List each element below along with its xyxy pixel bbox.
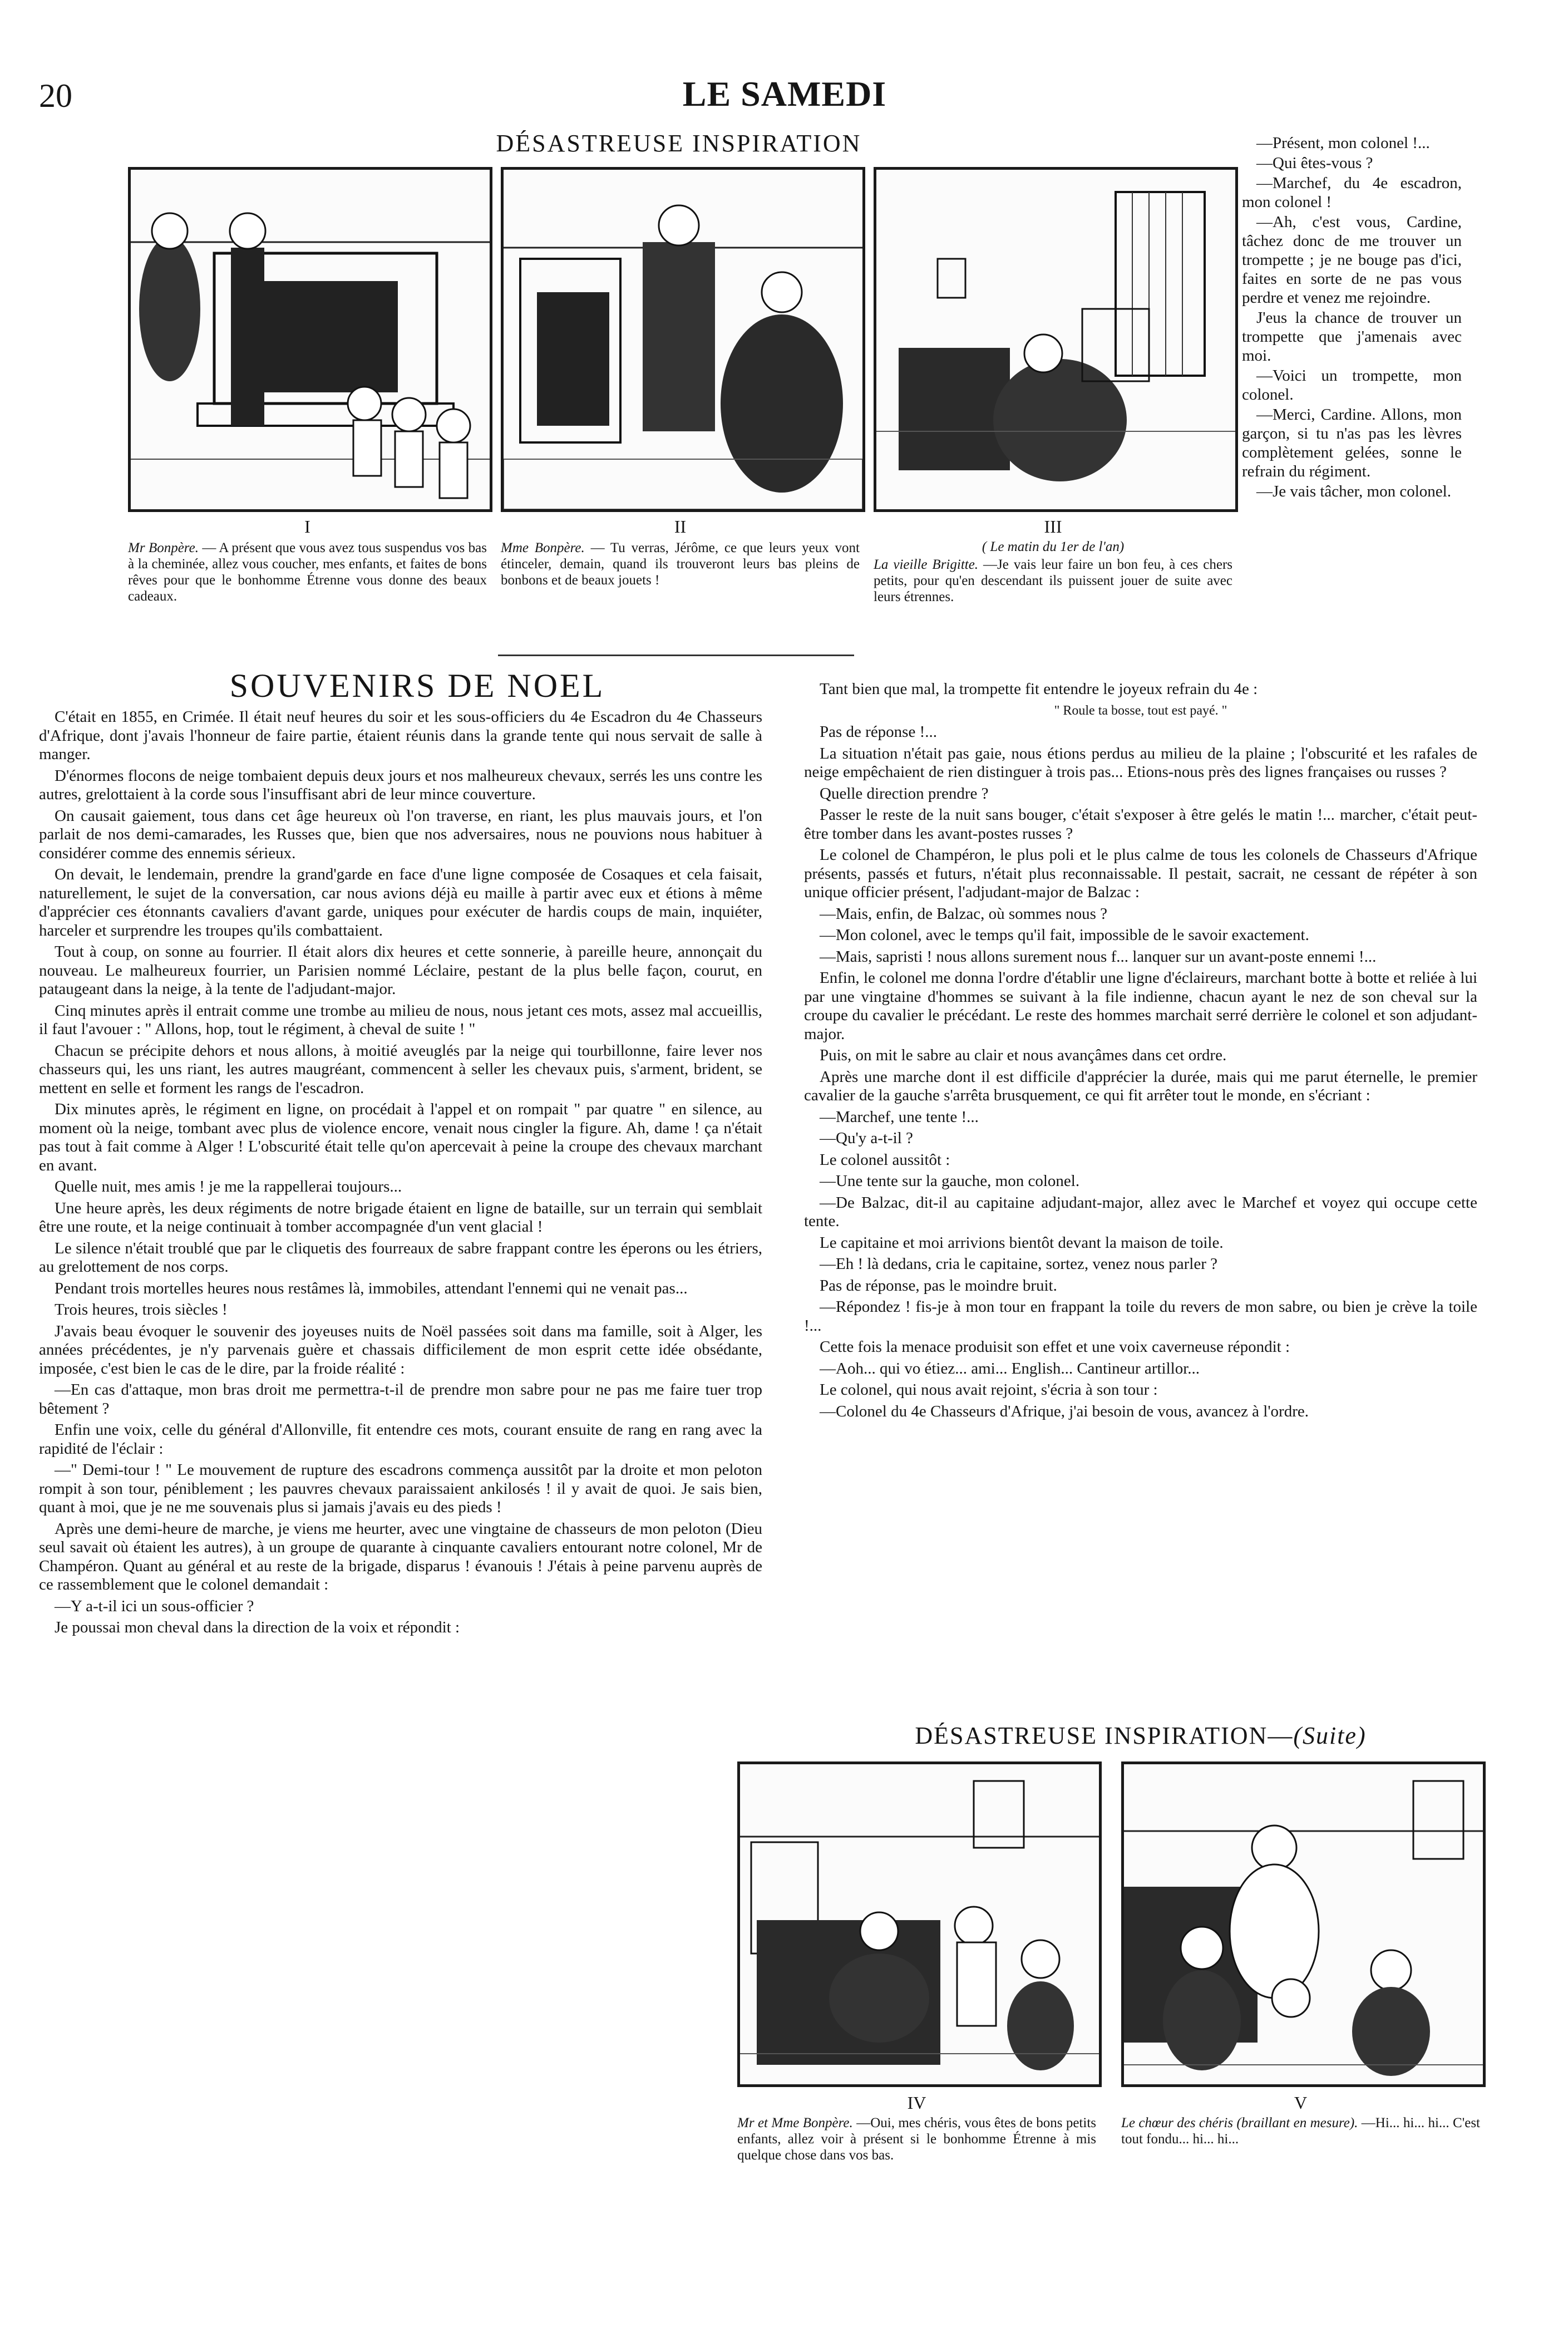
story-paragraph: —Y a-t-il ici un sous-officier ? bbox=[55, 1597, 254, 1615]
story-paragraph: —Eh ! là dedans, cria le capitaine, sortez, venez nous parler ? bbox=[820, 1255, 1218, 1273]
illustration-maid-lighting-fire bbox=[876, 170, 1235, 509]
story-paragraph: Chacun se précipite dehors et nous allons, à moitié aveuglés par la neige qui tourbillonne, faire lever nos chasseurs qui, les uns riant, les autres maugréant, commencent à seller les chevaux puis, s'arment, brident, se mettent en selle et forment les rangs de l'escadron. bbox=[39, 1041, 762, 1097]
illustration-children-at-fireplace bbox=[740, 1764, 1099, 2084]
story-paragraph: Après une marche dont il est difficile d'apprécier la durée, mais qui me parut éternelle, le premier cavalier de la gauche s'arrêta brusquement, ce qui fit arrêter tout le monde, en s'écriant : bbox=[804, 1067, 1477, 1104]
story-paragraph: —Colonel du 4e Chasseurs d'Afrique, j'ai besoin de vous, avancez à l'ordre. bbox=[820, 1402, 1309, 1420]
story-paragraph: —De Balzac, dit-il au capitaine adjudant-major, allez avec le Marchef et voyez qui occupe cette tente. bbox=[804, 1193, 1477, 1230]
panel-3-caption bbox=[874, 557, 1232, 605]
story-right-column bbox=[804, 680, 1477, 1424]
panel-2-speaker: Mme Bonpère. bbox=[501, 540, 585, 555]
panel-4-number: IV bbox=[907, 2093, 926, 2113]
story-paragraph: Cinq minutes après il entrait comme une trombe au milieu de nous, nous jetant ces mots, assez mal accueillis, il faut l'avouer : " Allons, hop, tout le régiment, à cheval de suite ! " bbox=[39, 1001, 762, 1038]
right-top-paragraph: —Ah, c'est vous, Cardine, tâchez donc de me trouver un trompette ; je ne bouge pas d'ici, faites en sorte de ne pas vous perdre et venez me rejoindre. bbox=[1242, 213, 1462, 307]
story-paragraph: —" Demi-tour ! " Le mouvement de rupture des escadrons commença aussitôt par la droite et mon peloton rompit à son tour, péniblement ; les pauvres chevaux paraissaient ankilosés ! il y avait de quoi. Je sais bien, quant à moi, que je ne me souvenais plus si jamais j'avais eu des pieds ! bbox=[39, 1461, 762, 1516]
illustration-mother-father-children bbox=[131, 170, 490, 509]
story-paragraph: —Répondez ! fis-je à mon tour en frappant la toile du revers de mon sabre, ou bien je crève la toile !... bbox=[804, 1298, 1477, 1335]
panel-4-caption bbox=[737, 2115, 1096, 2163]
right-top-paragraph: —Marchef, du 4e escadron, mon colonel ! bbox=[1242, 174, 1462, 211]
story-paragraph: C'était en 1855, en Crimée. Il était neuf heures du soir et les sous-officiers du 4e Escadron du 4e Chasseurs d'Afrique, dont j'avais l'honneur de faire partie, étaient réunis dans la grande tente qui nous servait de salle à manger. bbox=[39, 708, 762, 763]
story-paragraph: —Une tente sur la gauche, mon colonel. bbox=[820, 1172, 1080, 1190]
right-top-paragraph: —Qui êtes-vous ? bbox=[1256, 154, 1373, 172]
story-paragraph: Une heure après, les deux régiments de notre brigade étaient en ligne de bataille, sur un terrain qui semblait être une route, et la neige continuait à tomber accompagnée d'un vent glacial ! bbox=[39, 1199, 762, 1236]
panel-1-speaker: Mr Bonpère. bbox=[128, 540, 199, 555]
story-paragraph: —Aoh... qui vo étiez... ami... English... Cantineur artillor... bbox=[820, 1359, 1200, 1377]
story-paragraph: On devait, le lendemain, prendre la grand'garde en face d'une ligne composée de Cosaques et cela faisait, naturellement, le sujet de la conversation, car nous avions déjà eu maille à partir avec eux et étions à même d'apprécier ces étonnants cavaliers d'avant garde, uniques pour exécuter de hardis coups de main, inquiéter, harceler et surprendre les troupes qu'ils combattaient. bbox=[39, 865, 762, 939]
panel-1-text: — A présent que vous avez tous suspendus vos bas à la cheminée, allez vous coucher, mes enfants, et faites de bons rêves pour que le bonhomme Étrenne vous donne des beaux cadeaux. bbox=[128, 540, 487, 604]
panel-4-speaker: Mr et Mme Bonpère. bbox=[737, 2115, 853, 2130]
story-paragraph: —Marchef, une tente !... bbox=[820, 1108, 979, 1126]
story-left-column bbox=[39, 708, 762, 1640]
story-paragraph: Tant bien que mal, la trompette fit entendre le joyeux refrain du 4e : bbox=[820, 680, 1258, 698]
story-paragraph: —En cas d'attaque, mon bras droit me permettra-t-il de prendre mon sabre pour ne pas me faire tuer trop bêtement ? bbox=[39, 1381, 762, 1418]
story-paragraph: Le colonel de Champéron, le plus poli et le plus calme de tous les colonels de Chasseurs d'Afrique présents, passés et futurs, n'était plus reconnaissable. Il pestait, sacrait, ne cessant de répéter à son unique officier présent, l'adjudant-major de Balzac : bbox=[804, 846, 1477, 901]
comic-panel-2 bbox=[501, 167, 865, 512]
panel-1-caption bbox=[128, 540, 487, 604]
newspaper-title: LE SAMEDI bbox=[682, 74, 887, 114]
panel-2-caption bbox=[501, 540, 860, 588]
right-top-paragraph: —Présent, mon colonel !... bbox=[1256, 134, 1430, 152]
story-paragraph: D'énormes flocons de neige tombaient depuis deux jours et nos malheureux chevaux, serrés les uns contre les autres, grelottaient à la corde sous l'insuffisant abri de leur mince couverture. bbox=[39, 766, 762, 803]
right-top-paragraph: —Je vais tâcher, mon colonel. bbox=[1256, 483, 1451, 500]
illustration-parents-hanging-stockings bbox=[504, 170, 862, 509]
story-paragraph: On causait gaiement, tous dans cet âge heureux où l'on traverse, en riant, les plus mauvais jours, et l'on parlait de nos demi-camarades, les Russes que, bien que nos adversaires, nous ne pouvions nous habituer à considérer comme des ennemis sérieux. bbox=[39, 806, 762, 862]
right-top-paragraph: —Voici un trompette, mon colonel. bbox=[1242, 367, 1462, 404]
panel-3-speaker: La vieille Brigitte. bbox=[874, 557, 979, 572]
divider-rule bbox=[498, 655, 854, 656]
page-number: 20 bbox=[39, 77, 72, 114]
panel-3-number: III bbox=[1044, 516, 1062, 537]
story-paragraph: Quelle direction prendre ? bbox=[820, 784, 989, 803]
panel-2-text: — Tu verras, Jérôme, ce que leurs yeux vont étinceler, demain, quand ils trouveront leurs bas pleins de bonbons et de beaux jouets ! bbox=[501, 540, 860, 588]
story-paragraph: La situation n'était pas gaie, nous étions perdus au milieu de la plaine ; l'obscurité et les rafales de neige empêchaient de rien distinguer à trois pas... Etions-nous près des lignes françaises ou russes ? bbox=[804, 744, 1477, 781]
panel-2-number: II bbox=[674, 516, 687, 537]
story-paragraph: Le capitaine et moi arrivions bientôt devant la maison de toile. bbox=[820, 1233, 1224, 1252]
story-paragraph: Le colonel, qui nous avait rejoint, s'écria à son tour : bbox=[820, 1381, 1158, 1399]
panel-4-text: —Oui, mes chéris, vous êtes de bons petits enfants, allez voir à présent si le bonhomme Étrenne à mis quelque chose dans vos bas. bbox=[737, 2115, 1096, 2163]
panel-5-caption bbox=[1121, 2115, 1480, 2147]
story-paragraph: Trois heures, trois siècles ! bbox=[55, 1301, 228, 1318]
story-paragraph: —Mais, enfin, de Balzac, où sommes nous ? bbox=[820, 904, 1108, 923]
comic-suite-title-main: DÉSASTREUSE INSPIRATION— bbox=[915, 1722, 1294, 1749]
story-paragraph: Enfin une voix, celle du général d'Allonville, fit entendre ces mots, courant ensuite de rang en rang avec la rapidité de l'éclair : bbox=[39, 1421, 762, 1458]
story-paragraph: Pas de réponse !... bbox=[820, 723, 938, 741]
story-paragraph: Tout à coup, on sonne au fourrier. Il était alors dix heures et cette sonnerie, à pareille heure, annonçait du nouveau. Le malheureux fourrier, un Parisien nommé Léclaire, pestant de la plus belle façon, courut, en pataugeant dans la neige, à la tente de l'adjudant-major. bbox=[39, 943, 762, 998]
story-paragraph: Après une demi-heure de marche, je viens me heurter, avec une vingtaine de chasseurs de mon peloton (Dieu seul savait où étaient les autres), à un groupe de quarante à cinquante cavaliers entourant notre colonel, Mr de Champéron. Quant au général et au reste de la brigade, disparus ! évanouis ! J'étais à peine parvenu auprès de ce rassemblement que le colonel demandait : bbox=[39, 1519, 762, 1593]
story-paragraph: —Qu'y a-t-il ? bbox=[820, 1129, 913, 1147]
story-paragraph: Quelle nuit, mes amis ! je me la rappellerai toujours... bbox=[55, 1178, 402, 1195]
comic-title: DÉSASTREUSE INSPIRATION bbox=[496, 130, 862, 157]
panel-5-text: —Hi... hi... hi... C'est tout fondu... hi... hi... bbox=[1121, 2115, 1480, 2147]
right-top-paragraph: —Merci, Cardine. Allons, mon garçon, si tu n'as pas les lèvres complètement gelées, sonne le refrain du régiment. bbox=[1242, 406, 1462, 480]
story-paragraph: Enfin, le colonel me donna l'ordre d'établir une ligne d'éclaireurs, marchant botte à botte et reliée à lui par une vingtaine d'hommes se suivant à la file indienne, chacun ayant le nez de son cheval sur la croupe du cavalier le précédant. Le reste des hommes marchait serré derrière le colonel et son adjudant-major. bbox=[804, 969, 1477, 1043]
story-paragraph: Pas de réponse, pas le moindre bruit. bbox=[820, 1276, 1057, 1295]
story-quote: " Roule ta bosse, tout est payé. " bbox=[1054, 703, 1227, 718]
comic-panel-4 bbox=[737, 1761, 1102, 2087]
story-paragraph: Passer le reste de la nuit sans bouger, c'était s'exposer à être gelés le matin !... marcher, c'était peut-être tomber dans les avant-postes russes ? bbox=[804, 806, 1477, 843]
comic-suite-title-suffix: (Suite) bbox=[1293, 1722, 1367, 1749]
comic-panel-5 bbox=[1121, 1761, 1486, 2087]
comic-panel-3 bbox=[874, 167, 1238, 512]
story-paragraph: Cette fois la menace produisit son effet et une voix caverneuse répondit : bbox=[820, 1338, 1290, 1356]
story-paragraph: J'avais beau évoquer le souvenir des joyeuses nuits de Noël passées soit dans ma famille, soit à Alger, les années précédentes, je n'y parvenais guère et chassais difficilement de mon esprit cette idée obsédante, imposée, c'est bien le cas de le dire, par la froide réalité : bbox=[39, 1322, 762, 1377]
comic-suite-title bbox=[804, 1721, 1477, 1750]
comic-panel-1 bbox=[128, 167, 492, 512]
illustration-children-crying-chorus bbox=[1124, 1764, 1483, 2084]
right-top-paragraph: J'eus la chance de trouver un trompette que j'amenais avec moi. bbox=[1242, 309, 1462, 365]
story-paragraph: Je poussai mon cheval dans la direction de la voix et répondit : bbox=[55, 1618, 460, 1636]
panel-3-subtitle: ( Le matin du 1er de l'an) bbox=[982, 539, 1125, 554]
panel-5-number: V bbox=[1294, 2093, 1308, 2113]
panel-5-speaker: Le chœur des chéris (braillant en mesure). bbox=[1121, 2115, 1358, 2130]
story-paragraph: Dix minutes après, le régiment en ligne, on procédait à l'appel et on rompait " par quatre " en silence, au moment où la neige, tombant avec plus de violence encore, venait nous cingler la figure. Ah, dame ! ça n'était pas tout à fait comme à Alger ! L'obscurité était telle qu'on apercevait à peine la croupe des chevaux marchant en avant. bbox=[39, 1100, 762, 1174]
story-paragraph: —Mon colonel, avec le temps qu'il fait, impossible de le savoir exactement. bbox=[820, 926, 1309, 944]
story-paragraph: Le colonel aussitôt : bbox=[820, 1150, 950, 1169]
story-paragraph: Le silence n'était troublé que par le cliquetis des fourreaux de sabre frappant contre les éperons ou les étriers, au grelottement de nos corps. bbox=[39, 1239, 762, 1276]
story-paragraph: Pendant trois mortelles heures nous restâmes là, immobiles, attendant l'ennemi qui ne venait pas... bbox=[55, 1279, 688, 1297]
story-title: SOUVENIRS DE NOEL bbox=[229, 667, 605, 704]
right-top-column bbox=[1242, 134, 1462, 502]
story-paragraph: Puis, on mit le sabre au clair et nous avançâmes dans cet ordre. bbox=[820, 1046, 1227, 1064]
panel-3-text: —Je vais leur faire un bon feu, à ces chers petits, pour qu'en descendant ils puissent jouer de suite avec leurs étrennes. bbox=[874, 557, 1233, 604]
story-paragraph: —Mais, sapristi ! nous allons surement nous f... lanquer sur un avant-poste ennemi !... bbox=[820, 947, 1377, 966]
panel-1-number: I bbox=[304, 516, 310, 537]
